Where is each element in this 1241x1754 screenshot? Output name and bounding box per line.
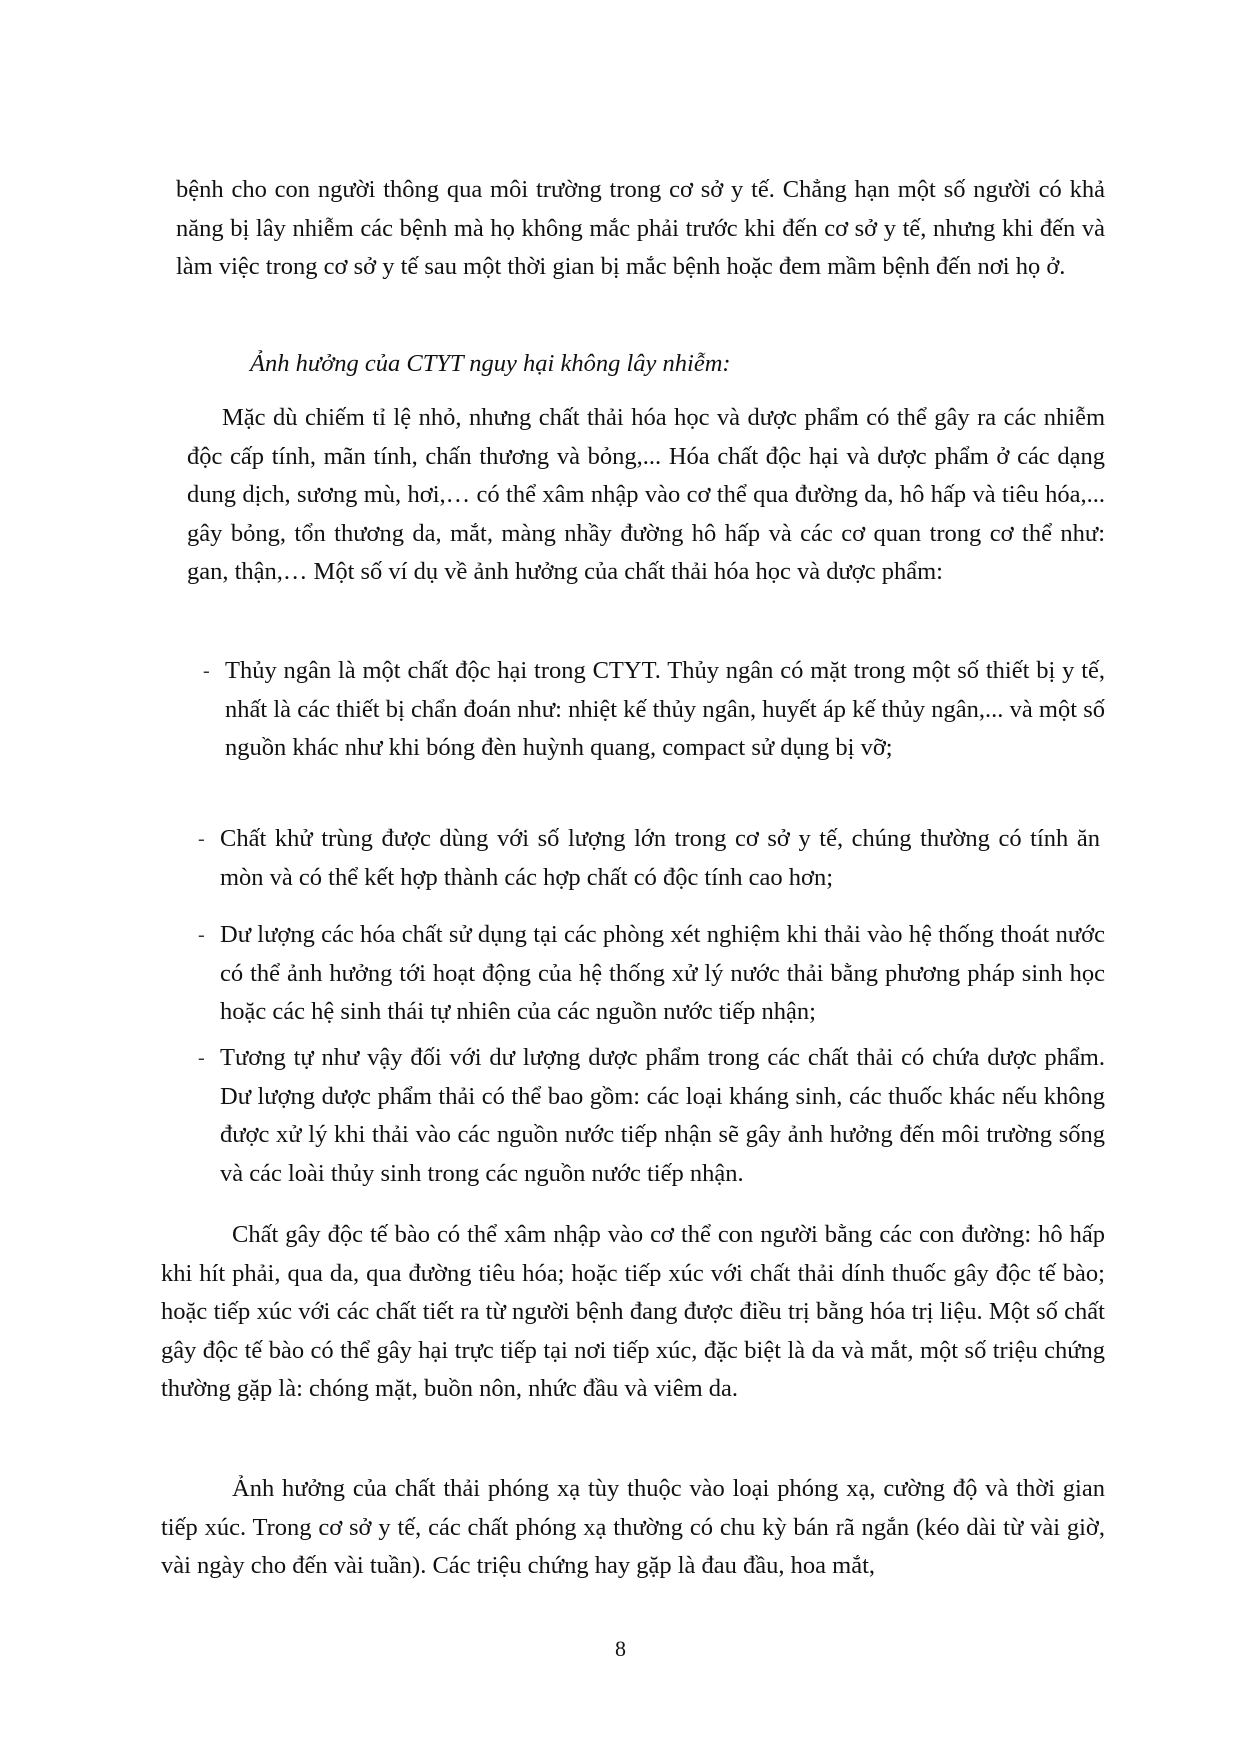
bullet-marker: -: [198, 828, 205, 850]
bullet-text: Thủy ngân là một chất độc hại trong CTYT. Thủy ngân có mặt trong một số thiết bị y tế, nhất là các thiết bị chẩn đoán như: nhiệt kế thủy ngân, huyết áp kế thủy ngân,... và một số nguồn khác như khi bóng đèn huỳnh quang, compact sử dụng bị vỡ;: [225, 657, 1105, 761]
bullet-marker: -: [198, 924, 205, 946]
bullet-text: Tương tự như vậy đối với dư lượng dược phẩm trong các chất thải có chứa dược phẩm. Dư lượng dược phẩm thải có thể bao gồm: các loại kháng sinh, các thuốc khác nếu không được xử lý khi thải vào các nguồn nước tiếp nhận sẽ gây ảnh hưởng đến môi trường sống và các loài thủy sinh trong các nguồn nước tiếp nhận.: [220, 1044, 1105, 1187]
bullet-marker: -: [198, 1047, 205, 1069]
bullet-item-disinfectant: [198, 820, 1100, 897]
paragraph-cytotoxic: Chất gây độc tế bào có thể xâm nhập vào cơ thể con người bằng các con đường: hô hấp khi hít phải, qua da, qua đường tiêu hóa; hoặc tiếp xúc với chất thải dính thuốc gây độc tế bào; hoặc tiếp xúc với các chất tiết ra từ người bệnh đang được điều trị bằng hóa trị liệu. Một số chất gây độc tế bào có thể gây hại trực tiếp tại nơi tiếp xúc, đặc biệt là da và mắt, một số triệu chứng thường gặp là: chóng mặt, buồn nôn, nhức đầu và viêm da.: [161, 1221, 1105, 1402]
paragraph-radioactive: Ảnh hưởng của chất thải phóng xạ tùy thuộc vào loại phóng xạ, cường độ và thời gian tiếp xúc. Trong cơ sở y tế, các chất phóng xạ thường có chu kỳ bán rã ngắn (kéo dài từ vài giờ, vài ngày cho đến vài tuần). Các triệu chứng hay gặp là đau đầu, hoa mắt,: [161, 1475, 1105, 1579]
bullet-item-mercury: [203, 652, 1105, 768]
bullet-item-lab-chemicals: [198, 916, 1105, 1032]
bullet-marker: -: [203, 660, 210, 682]
paragraph-chemical-waste: Mặc dù chiếm tỉ lệ nhỏ, nhưng chất thải hóa học và dược phẩm có thể gây ra các nhiễm độc cấp tính, mãn tính, chấn thương và bỏng,... Hóa chất độc hại và dược phẩm ở các dạng dung dịch, sương mù, hơi,… có thể xâm nhập vào cơ thể qua đường da, hô hấp và tiêu hóa,... gây bỏng, tổn thương da, mắt, màng nhầy đường hô hấp và các cơ quan trong cơ thể như: gan, thận,… Một số ví dụ về ảnh hưởng của chất thải hóa học và dược phẩm:: [187, 404, 1105, 585]
bullet-text: Dư lượng các hóa chất sử dụng tại các phòng xét nghiệm khi thải vào hệ thống thoát nước có thể ảnh hưởng tới hoạt động của hệ thống xử lý nước thải bằng phương pháp sinh học hoặc các hệ sinh thái tự nhiên của các nguồn nước tiếp nhận;: [220, 921, 1105, 1025]
page-number: 8: [615, 1636, 626, 1661]
paragraph-continuation: bệnh cho con người thông qua môi trường trong cơ sở y tế. Chẳng hạn một số người có khả năng bị lây nhiễm các bệnh mà họ không mắc phải trước khi đến cơ sở y tế, nhưng khi đến và làm việc trong cơ sở y tế sau một thời gian bị mắc bệnh hoặc đem mầm bệnh đến nơi họ ở.: [176, 176, 1105, 280]
section-heading: Ảnh hưởng của CTYT nguy hại không lây nhiễm:: [250, 350, 731, 377]
bullet-text: Chất khử trùng được dùng với số lượng lớn trong cơ sở y tế, chúng thường có tính ăn mòn và có thể kết hợp thành các hợp chất có độc tính cao hơn;: [220, 825, 1100, 891]
bullet-item-pharmaceutical: [198, 1039, 1105, 1193]
